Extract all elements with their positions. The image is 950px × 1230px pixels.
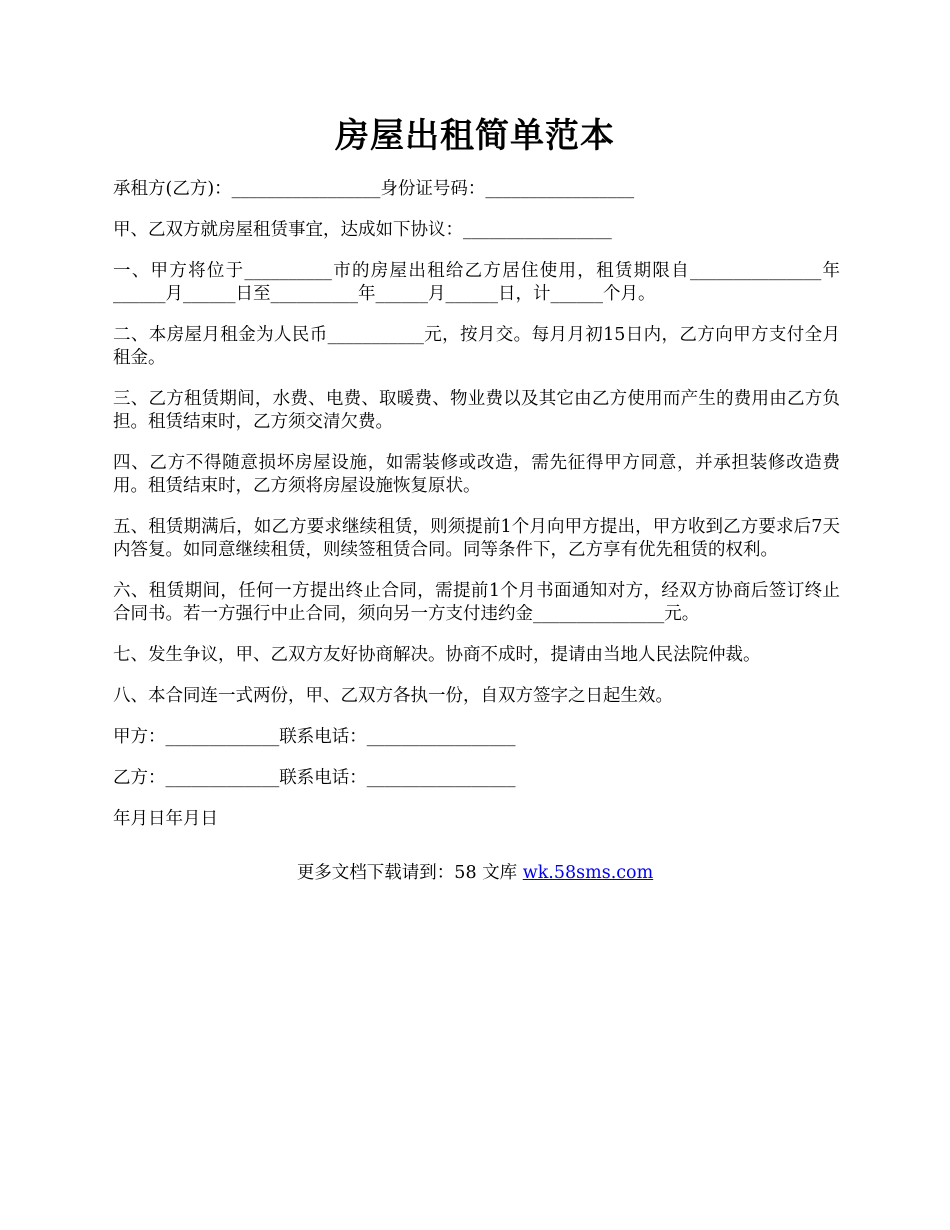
clause-5: 五、租赁期满后，如乙方要求继续租赁，则须提前1个月向甲方提出，甲方收到乙方要求后7天内答复。如同意继续租赁，则续签租赁合同。同等条件下，乙方享有优先租赁的权利。	[113, 517, 840, 560]
clause-4: 四、乙方不得随意损坏房屋设施，如需装修或改造，需先征得甲方同意，并承担装修改造费用。租赁结束时，乙方须将房屋设施恢复原状。	[113, 453, 840, 496]
footer-prefix: 更多文档下载请到：58 文库	[296, 863, 523, 883]
agreement-intro: 甲、乙双方就房屋租赁事宜，达成如下协议：_________________	[113, 220, 612, 240]
document-title: 房屋出租简单范本	[335, 116, 615, 156]
date-line: 年月日年月日	[113, 809, 218, 829]
clause-2: 二、本房屋月租金为人民币___________元，按月交。每月月初15日内，乙方向甲方支付全月租金。	[113, 325, 840, 368]
party-a-signature-line: 甲方：_____________联系电话：_________________	[113, 727, 516, 747]
clause-6: 六、租赁期间，任何一方提出终止合同，需提前1个月书面通知对方，经双方协商后签订终止合同书。若一方强行中止合同，须向另一方支付违约金_______________元。	[113, 581, 840, 624]
clause-7: 七、发生争议，甲、乙双方友好协商解决。协商不成时，提请由当地人民法院仲裁。	[113, 645, 761, 665]
tenant-line: 承租方(乙方)：_________________身份证号码：_________________	[113, 179, 635, 199]
footer-link[interactable]: wk.58sms.com	[522, 863, 654, 883]
document-body	[113, 178, 840, 849]
clause-3: 三、乙方租赁期间，水费、电费、取暖费、物业费以及其它由乙方使用而产生的费用由乙方负担。租赁结束时，乙方须交清欠费。	[113, 389, 840, 432]
clause-8: 八、本合同连一式两份，甲、乙双方各执一份，自双方签字之日起生效。	[113, 686, 673, 706]
download-footer	[0, 862, 950, 885]
party-b-signature-line: 乙方：_____________联系电话：_________________	[113, 768, 516, 788]
clause-1: 一、甲方将位于__________市的房屋出租给乙方居住使用，租赁期限自_______________年______月______日至__________年______月______日，计______个月。	[113, 261, 840, 304]
